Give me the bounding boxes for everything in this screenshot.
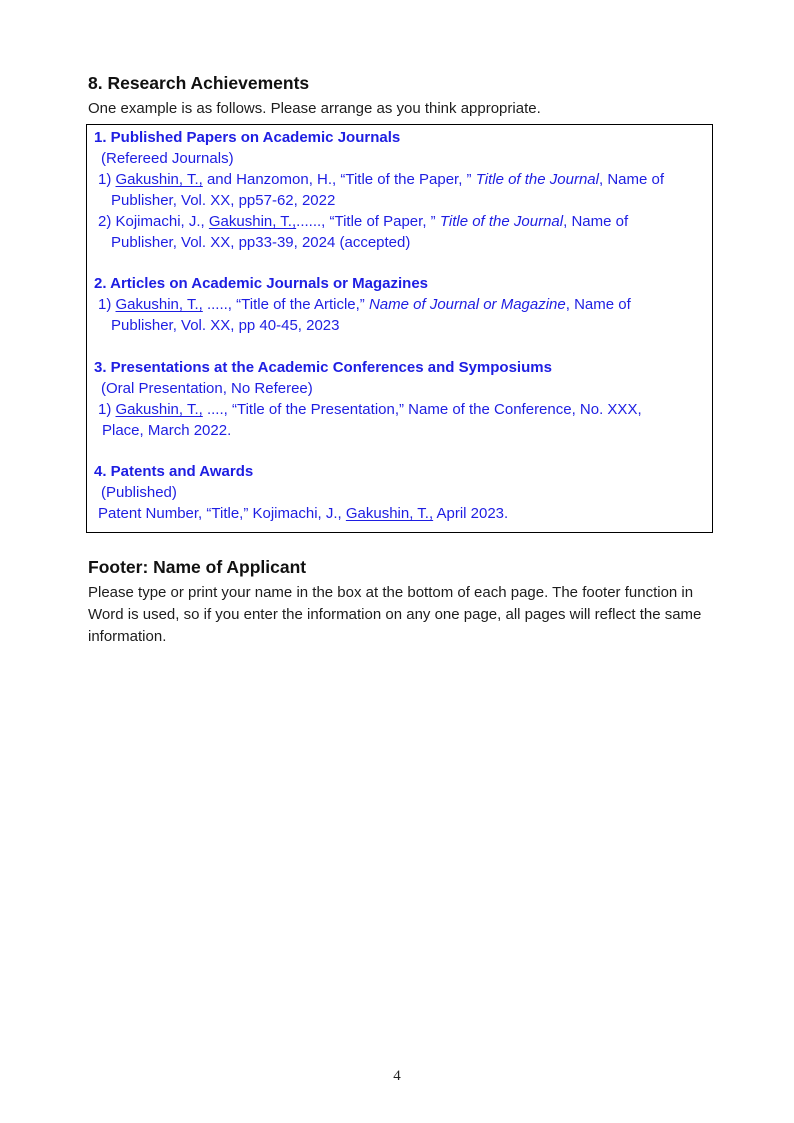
box-line (101, 149, 704, 170)
text-segment: 1) (98, 296, 116, 314)
document-page (88, 72, 720, 648)
box-spacer (93, 253, 704, 274)
box-line (98, 295, 704, 316)
footer-heading: Footer: Name of Applicant (88, 557, 307, 578)
text-segment: Patent Number, “Title,” Kojimachi, J., (98, 505, 346, 523)
section-title: 8. Research Achievements (88, 73, 310, 93)
example-box (86, 124, 713, 533)
text-segment: Publisher, Vol. XX, pp 40-45, 2023 (111, 317, 340, 335)
text-segment: 3. Presentations at the Academic Conferences and Symposiums (94, 358, 552, 376)
text-segment: 2) Kojimachi, J., (98, 212, 209, 230)
text-segment: and Hanzomon, H., “Title of the Paper, ” (202, 170, 476, 188)
page-number: 4 (393, 1068, 401, 1084)
text-segment: , Name of (565, 296, 631, 314)
text-segment: , Name of (599, 170, 665, 188)
box-line (102, 421, 704, 442)
text-segment: Publisher, Vol. XX, pp57-62, 2022 (111, 191, 336, 209)
box-line (98, 170, 704, 191)
text-segment: Name of Journal or Magazine (368, 296, 566, 314)
box-line (111, 316, 704, 337)
text-segment: , Name of (563, 212, 629, 230)
text-segment: 4. Patents and Awards (94, 463, 254, 481)
box-line (98, 212, 704, 233)
box-section-heading (94, 462, 704, 483)
text-segment: ....., “Title of the Article,” (202, 296, 369, 314)
text-segment: Publisher, Vol. XX, pp33-39, 2024 (accepted) (111, 233, 411, 251)
box-line (98, 504, 704, 525)
text-segment: Title of the Journal (475, 170, 599, 188)
box-line (101, 483, 704, 504)
box-line (111, 233, 704, 254)
text-segment: 2. Articles on Academic Journals or Magazines (94, 275, 428, 293)
text-segment: 1) (98, 170, 116, 188)
underlined-author-name: Gakushin, T., (115, 400, 203, 418)
box-line (111, 191, 704, 212)
box-section-heading (94, 128, 704, 149)
text-segment: 1) (98, 400, 116, 418)
text-segment: (Oral Presentation, No Referee) (101, 379, 313, 397)
text-segment: 1. Published Papers on Academic Journals (94, 129, 401, 146)
text-segment: ......, “Title of Paper, ” (296, 212, 440, 230)
underlined-author-name: Gakushin, T., (115, 170, 203, 188)
text-segment: (Refereed Journals) (101, 149, 234, 167)
text-segment: (Published) (101, 484, 177, 502)
underlined-author-name: Gakushin, T., (208, 212, 297, 230)
underlined-author-name: Gakushin, T., (115, 296, 203, 314)
box-line (101, 379, 704, 400)
text-segment: Title of the Journal (439, 212, 564, 230)
intro-text: One example is as follows. Please arrange as you think appropriate. (88, 100, 541, 117)
text-segment: ...., “Title of the Presentation,” Name of the Conference, No. XXX, (202, 400, 642, 418)
box-section-heading (94, 358, 704, 379)
footer-body: Please type or print your name in the box at the bottom of each page. The footer function in Word is used, so if you enter the information on any one page, all pages will reflect the same information. (88, 584, 702, 645)
box-spacer (93, 442, 704, 463)
underlined-author-name: Gakushin, T., (345, 505, 434, 523)
box-spacer (93, 337, 704, 358)
text-segment: Place, March 2022. (102, 421, 232, 439)
box-section-heading (94, 274, 704, 295)
box-line (98, 400, 704, 421)
text-segment: April 2023. (433, 505, 509, 523)
